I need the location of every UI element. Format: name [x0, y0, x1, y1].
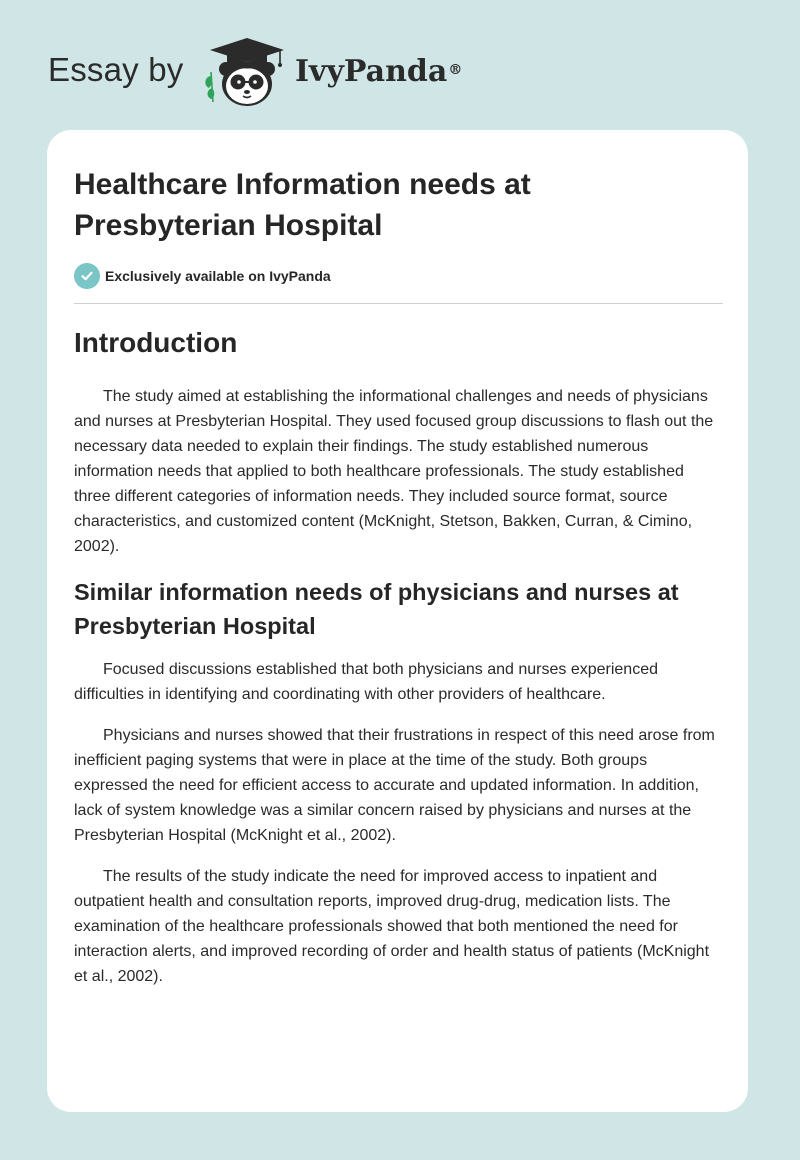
- section-heading-similar-needs: Similar information needs of physicians and nurses at Presbyterian Hospital: [74, 579, 679, 639]
- registered-mark: ®: [448, 62, 463, 78]
- brand-name[interactable]: [295, 52, 462, 92]
- paragraph: Focused discussions established that both physicians and nurses experienced difficulties in identifying and coordinating with other providers of healthcare.: [74, 661, 658, 703]
- essay-card: [47, 130, 748, 1112]
- paragraph: The results of the study indicate the need for improved access to inpatient and outpatient health and consultation reports, improved drug-drug, medication lists. The examination of the healthcare professionals showed that both mentioned the need for interaction alerts, and improved recording of order and health status of patients (McKnight et al., 2002).: [74, 868, 710, 985]
- paragraph: Physicians and nurses showed that their frustrations in respect of this need arose from inefficient paging systems that were in place at the time of the study. Both groups expressed the need for efficient access to accurate and updated information. In addition, lack of system knowledge was a similar concern raised by physicians and nurses at the Presbyterian Hospital (McKnight et al., 2002).: [74, 727, 715, 844]
- checkmark-icon: [74, 263, 100, 289]
- essay-title: Healthcare Information needs at Presbyterian Hospital: [74, 168, 531, 242]
- site-header: [0, 0, 800, 120]
- paragraph: The study aimed at establishing the informational challenges and needs of physicians and nurses at Presbyterian Hospital. They used focused group discussions to flash out the necessary data needed to explain their findings. The study established numerous information needs that applied to both healthcare professionals. The study established three different categories of information needs. They included source format, source characteristics, and customized content (McKnight, Stetson, Bakken, Curran, & Cimino, 2002).: [74, 388, 714, 555]
- exclusive-badge: [74, 263, 331, 289]
- panda-graduation-cap-icon: [200, 36, 292, 108]
- exclusive-label: Exclusively available on IvyPanda: [105, 268, 331, 284]
- title-divider: [74, 303, 723, 304]
- brand-prefix: Essay by: [48, 51, 184, 88]
- essay-body: [74, 322, 722, 1005]
- brand-name-text: IvyPanda: [295, 54, 448, 89]
- section-heading-introduction: Introduction: [74, 327, 238, 358]
